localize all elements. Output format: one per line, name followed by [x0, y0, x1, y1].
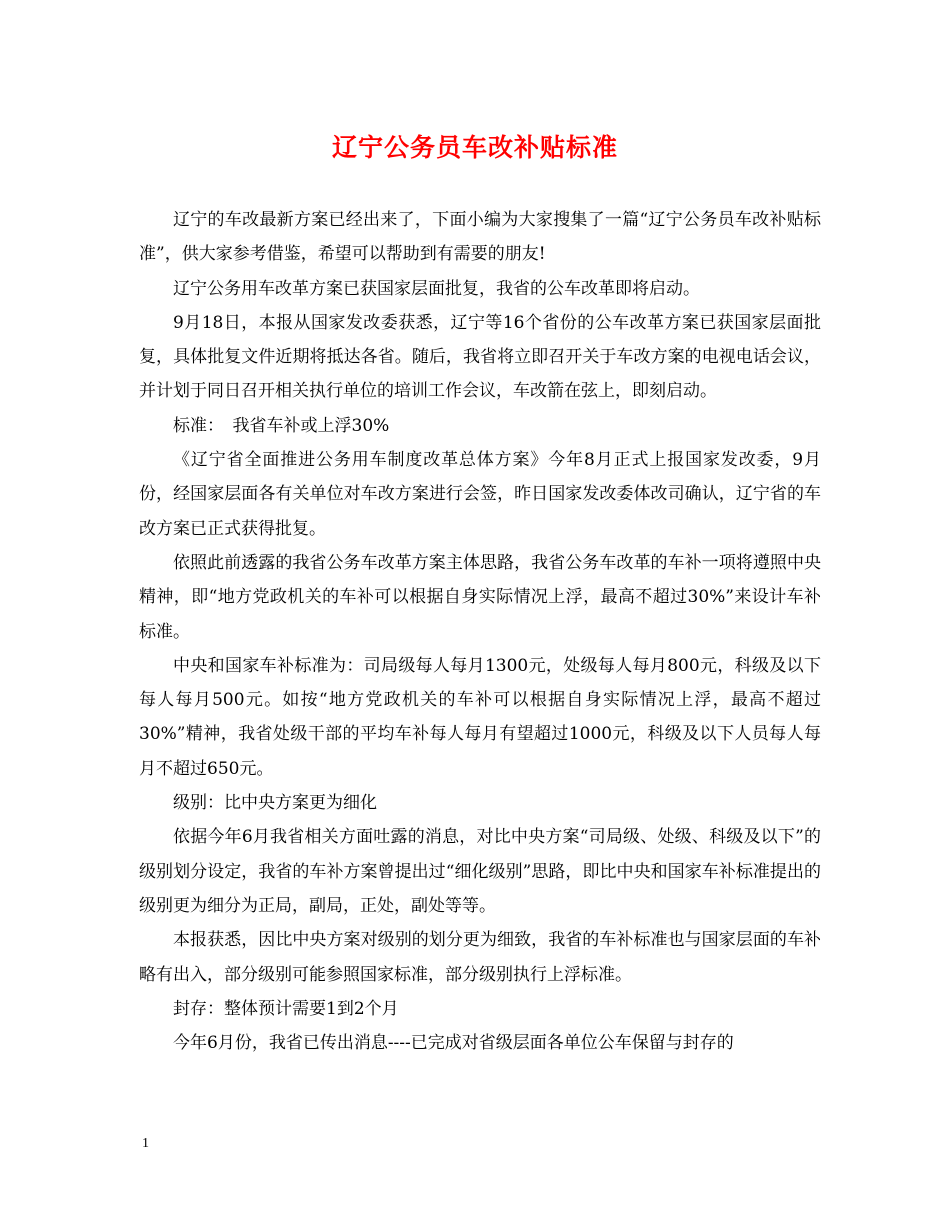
document-title: 辽宁公务员车改补贴标准	[331, 133, 618, 162]
paragraph: 本报获悉，因比中央方案对级别的划分更为细致，我省的车补标准也与国家层面的车补略有出入，部分级别可能参照国家标准，部分级别执行上浮标准。	[139, 930, 821, 985]
paragraph: 辽宁的车改最新方案已经出来了，下面小编为大家搜集了一篇“辽宁公务员车改补贴标准”，供大家参考借鉴，希望可以帮助到有需要的朋友!	[139, 210, 821, 265]
paragraph: 《辽宁省全面推进公务用车制度改革总体方案》今年8月正式上报国家发改委，9月份，经国家层面各有关单位对车改方案进行会签，昨日国家发改委体改司确认，辽宁省的车改方案已正式获得批复。	[139, 450, 821, 539]
paragraph: 依据今年6月我省相关方面吐露的消息，对比中央方案“司局级、处级、科级及以下”的级别划分设定，我省的车补方案曾提出过“细化级别”思路，即比中央和国家车补标准提出的级别更为细分为正局，副局，正处，副处等等。	[139, 827, 821, 916]
section-heading: 级别：比中央方案更为细化	[173, 793, 377, 814]
section-heading: 标准： 我省车补或上浮30%	[173, 415, 390, 436]
paragraph: 依照此前透露的我省公务车改革方案主体思路，我省公务车改革的车补一项将遵照中央精神，即“地方党政机关的车补可以根据自身实际情况上浮，最高不超过30%”来设计车补标准。	[139, 552, 821, 642]
paragraph: 今年6月份，我省已传出消息----已完成对省级层面各单位公车保留与封存的	[173, 1033, 734, 1054]
paragraph: 辽宁公务用车改革方案已获国家层面批复，我省的公车改革即将启动。	[173, 278, 700, 299]
paragraph: 中央和国家车补标准为：司局级每人每月1300元，处级每人每月800元，科级及以下每人每月500元。如按“地方党政机关的车补可以根据自身实际情况上浮，最高不超过30%”精神，我省处级干部的平均车补每人每月有望超过1000元，科级及以下人员每人每月不超过650元。	[139, 655, 821, 779]
document-body	[139, 203, 821, 1060]
paragraph: 9月18日，本报从国家发改委获悉，辽宁等16个省份的公车改革方案已获国家层面批复，具体批复文件近期将抵达各省。随后，我省将立即召开关于车改方案的电视电话会议，并计划于同日召开相关执行单位的培训工作会议，车改箭在弦上，即刻启动。	[139, 312, 821, 402]
section-heading: 封存：整体预计需要1到2个月	[173, 998, 399, 1019]
page-number: 1	[142, 1136, 149, 1151]
